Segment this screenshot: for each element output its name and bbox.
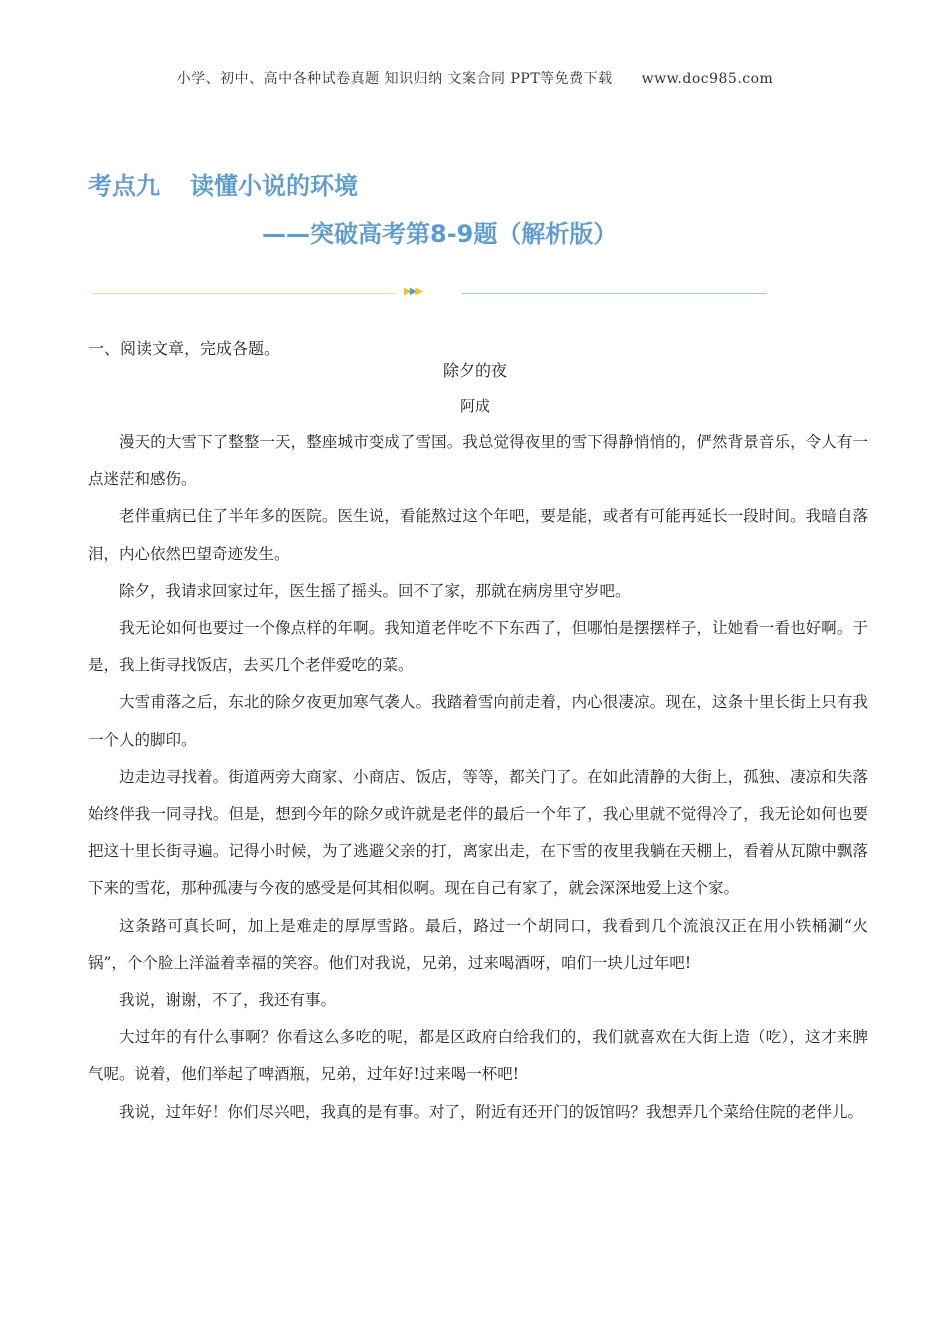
story-paragraph: 漫天的大雪下了整整一天，整座城市变成了雪国。我总觉得夜里的雪下得静悄悄的，俨然背景音乐，令人有一点迷茫和感伤。 <box>88 433 868 489</box>
story-body <box>88 424 868 1131</box>
story-paragraph: 我说，过年好！你们尽兴吧，我真的是有事。对了，附近有还开门的饭馆吗？我想弄几个菜给住院的老伴儿。 <box>119 1102 864 1121</box>
story-paragraph: 边走边寻找着。街道两旁大商家、小商店、饭店，等等，都关门了。在如此清静的大街上，孤独、凄凉和失落始终伴我一同寻找。但是，想到今年的除夕或许就是老伴的最后一个年了，我心里就不觉得冷了，我无论如何也要把这十里长街寻遍。记得小时候，为了逃避父亲的打，离家出走，在下雪的夜里我躺在天棚上，看着从瓦隙中飘落下来的雪花，那种孤凄与今夜的感受是何其相似啊。现在自己有家了，就会深深地爱上这个家。 <box>88 767 868 898</box>
header-site-link[interactable]: www.doc985.com <box>641 71 774 87</box>
story-author: 阿成 <box>459 397 490 415</box>
title-topic-name: 读懂小说的环境 <box>190 172 358 200</box>
decorative-divider <box>92 286 767 302</box>
story-paragraph: 我说，谢谢，不了，我还有事。 <box>119 991 337 1010</box>
story-paragraph: 这条路可真长呵，加上是难走的厚厚雪路。最后，路过一个胡同口，我看到几个流浪汉正在用小铁桶涮“火锅”，个个脸上洋溢着幸福的笑容。他们对我说，兄弟，过来喝酒呀，咱们一块儿过年吧! <box>88 916 868 972</box>
story-paragraph: 除夕，我请求回家过年，医生摇了摇头。回不了家，那就在病房里守岁吧。 <box>119 581 631 600</box>
story-paragraph: 大雪甫落之后，东北的除夕夜更加寒气袭人。我踏着雪向前走着，内心很凄凉。现在，这条十里长街上只有我一个人的脚印。 <box>88 693 868 749</box>
page-header <box>0 68 950 88</box>
triangle-arrows-icon: ▶▶▶ <box>404 286 422 297</box>
story-paragraph: 老伴重病已住了半年多的医院。医生说，看能熬过这个年吧，要是能，或者有可能再延长一段时间。我暗自落泪，内心依然巴望奇迹发生。 <box>88 507 868 563</box>
section-heading: 一、阅读文章，完成各题。 <box>88 339 281 358</box>
divider-left-line <box>92 293 397 294</box>
page-subtitle: ——突破高考第8-9题（解析版） <box>262 220 618 248</box>
title-topic-number: 考点九 <box>88 172 160 200</box>
story-title: 除夕的夜 <box>442 361 507 380</box>
story-paragraph: 我无论如何也要过一个像点样的年啊。我知道老伴吃不下东西了，但哪怕是摆摆样子，让她看一看也好啊。于是，我上街寻找饭店，去买几个老伴爱吃的菜。 <box>88 619 868 675</box>
page-title <box>88 166 358 201</box>
divider-right-line <box>462 293 767 294</box>
story-paragraph: 大过年的有什么事啊？你看这么多吃的呢，都是区政府白给我们的，我们就喜欢在大街上造（吃），这才来脾气呢。说着，他们举起了啤酒瓶，兄弟，过年好!过来喝一杯吧! <box>88 1028 868 1084</box>
header-tagline: 小学、初中、高中各种试卷真题 知识归纳 文案合同 PPT等免费下载 <box>176 71 613 87</box>
